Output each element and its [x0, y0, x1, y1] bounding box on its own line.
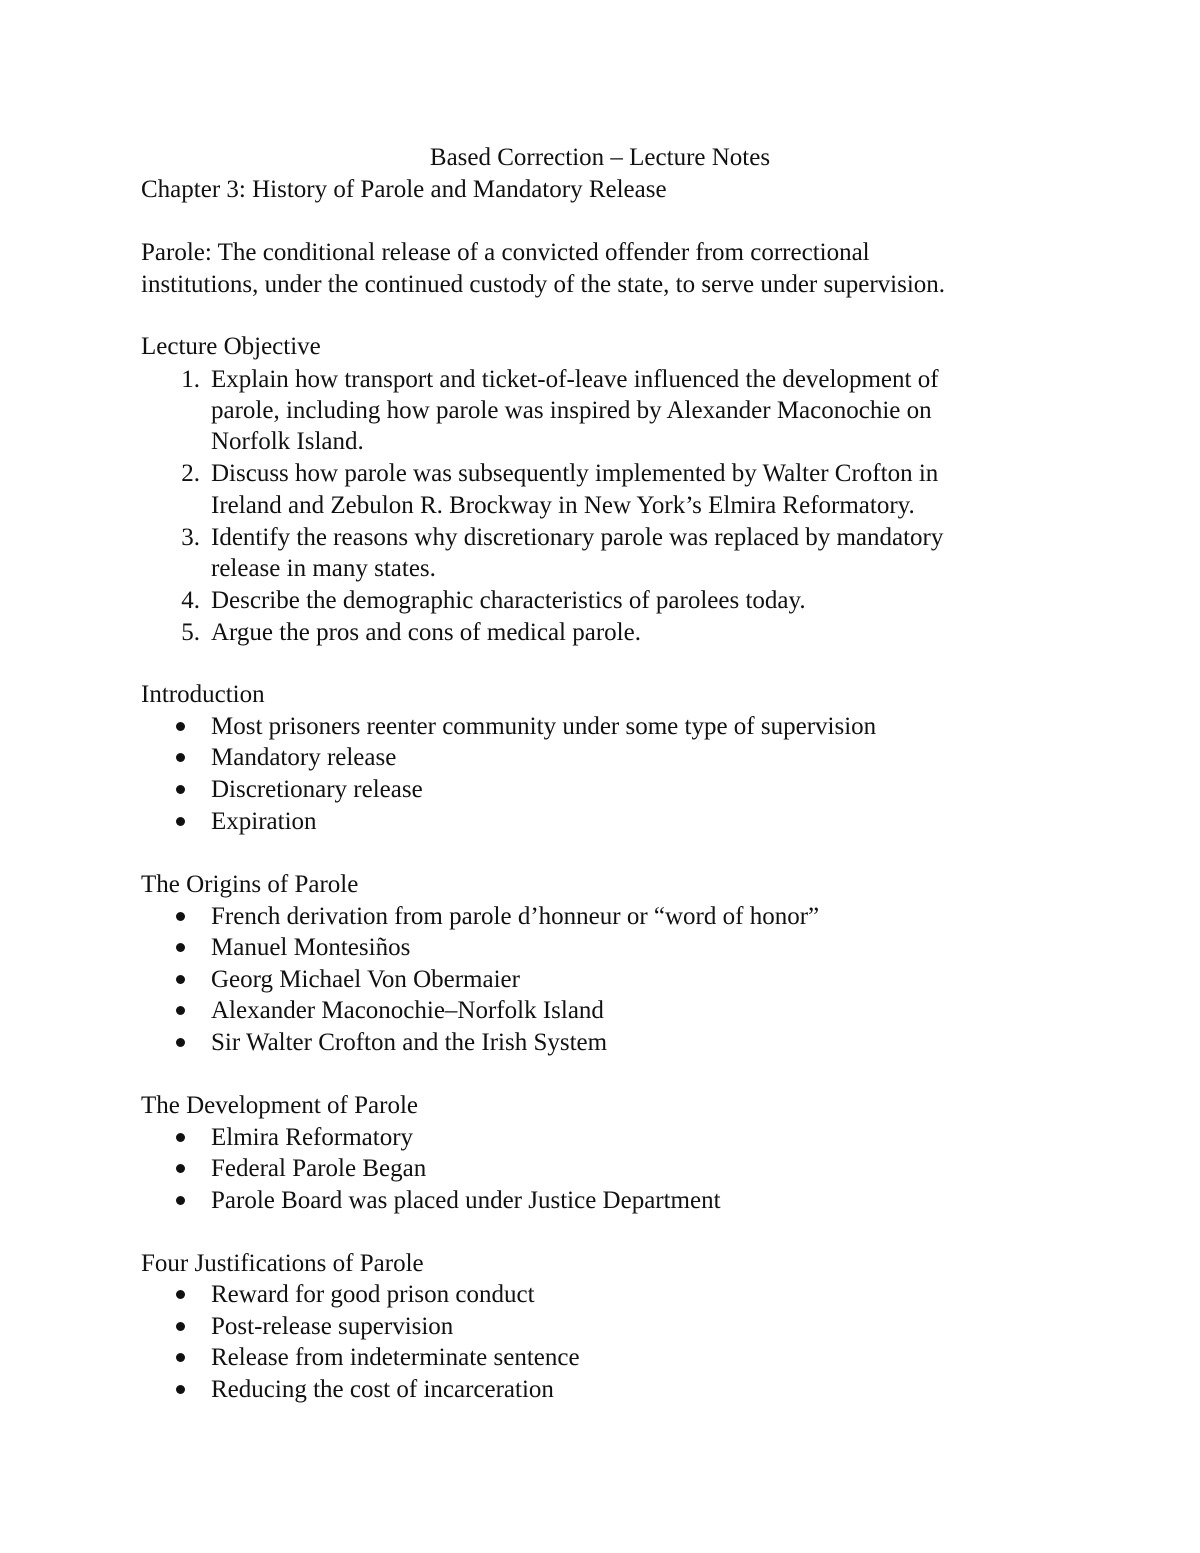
objective-number-5: 5.	[181, 619, 200, 646]
introduction-item-1: Most prisoners reenter community under some type of supervision	[211, 713, 877, 740]
objective-2-line-1: Discuss how parole was subsequently implemented by Walter Crofton in	[211, 460, 939, 487]
objective-1-line-3: Norfolk Island.	[211, 428, 364, 455]
objective-3-line-2: release in many states.	[211, 555, 436, 582]
section-heading-introduction: Introduction	[141, 681, 265, 708]
objective-number-4: 4.	[181, 587, 200, 614]
section-heading-objectives: Lecture Objective	[141, 333, 321, 360]
bullet-icon	[176, 1133, 185, 1142]
origins-item-1: French derivation from parole d’honneur or “word of honor”	[211, 903, 820, 930]
introduction-item-4: Expiration	[211, 808, 317, 835]
chapter-heading: Chapter 3: History of Parole and Mandatory Release	[141, 176, 667, 203]
objective-5-line-1: Argue the pros and cons of medical parole.	[211, 619, 641, 646]
objective-2-line-2: Ireland and Zebulon R. Brockway in New York’s Elmira Reformatory.	[211, 492, 915, 519]
objective-3-line-1: Identify the reasons why discretionary parole was replaced by mandatory	[211, 524, 944, 551]
introduction-item-2: Mandatory release	[211, 744, 397, 771]
section-heading-justifications: Four Justifications of Parole	[141, 1250, 424, 1277]
justifications-item-4: Reducing the cost of incarceration	[211, 1376, 554, 1403]
section-heading-origins: The Origins of Parole	[141, 871, 359, 898]
origins-item-5: Sir Walter Crofton and the Irish System	[211, 1029, 608, 1056]
bullet-icon	[176, 1196, 185, 1205]
bullet-icon	[176, 753, 185, 762]
parole-definition-line-2: institutions, under the continued custody of the state, to serve under supervision.	[141, 271, 946, 298]
development-item-3: Parole Board was placed under Justice Department	[211, 1187, 721, 1214]
objective-number-2: 2.	[181, 460, 200, 487]
justifications-item-2: Post-release supervision	[211, 1313, 454, 1340]
bullet-icon	[176, 1164, 185, 1173]
objective-number-3: 3.	[181, 524, 200, 551]
justifications-item-1: Reward for good prison conduct	[211, 1281, 535, 1308]
document-title: Based Correction – Lecture Notes	[429, 144, 771, 171]
origins-item-3: Georg Michael Von Obermaier	[211, 966, 520, 993]
objective-4-line-1: Describe the demographic characteristics of parolees today.	[211, 587, 806, 614]
bullet-icon	[176, 943, 185, 952]
bullet-icon	[176, 912, 185, 921]
objective-1-line-1: Explain how transport and ticket-of-leave influenced the development of	[211, 366, 939, 393]
bullet-icon	[176, 1322, 185, 1331]
justifications-item-3: Release from indeterminate sentence	[211, 1344, 580, 1371]
objective-number-1: 1.	[181, 366, 200, 393]
bullet-icon	[176, 785, 185, 794]
parole-definition-line-1: Parole: The conditional release of a convicted offender from correctional	[141, 239, 870, 266]
objective-1-line-2: parole, including how parole was inspired by Alexander Maconochie on	[211, 397, 932, 424]
introduction-item-3: Discretionary release	[211, 776, 423, 803]
origins-item-4: Alexander Maconochie–Norfolk Island	[211, 997, 604, 1024]
origins-item-2: Manuel Montesiños	[211, 934, 411, 961]
development-item-1: Elmira Reformatory	[211, 1124, 414, 1151]
bullet-icon	[176, 722, 185, 731]
bullet-icon	[176, 1038, 185, 1047]
bullet-icon	[176, 817, 185, 826]
bullet-icon	[176, 1290, 185, 1299]
bullet-icon	[176, 1006, 185, 1015]
bullet-icon	[176, 975, 185, 984]
section-heading-development: The Development of Parole	[141, 1092, 418, 1119]
bullet-icon	[176, 1353, 185, 1362]
development-item-2: Federal Parole Began	[211, 1155, 427, 1182]
bullet-icon	[176, 1385, 185, 1394]
